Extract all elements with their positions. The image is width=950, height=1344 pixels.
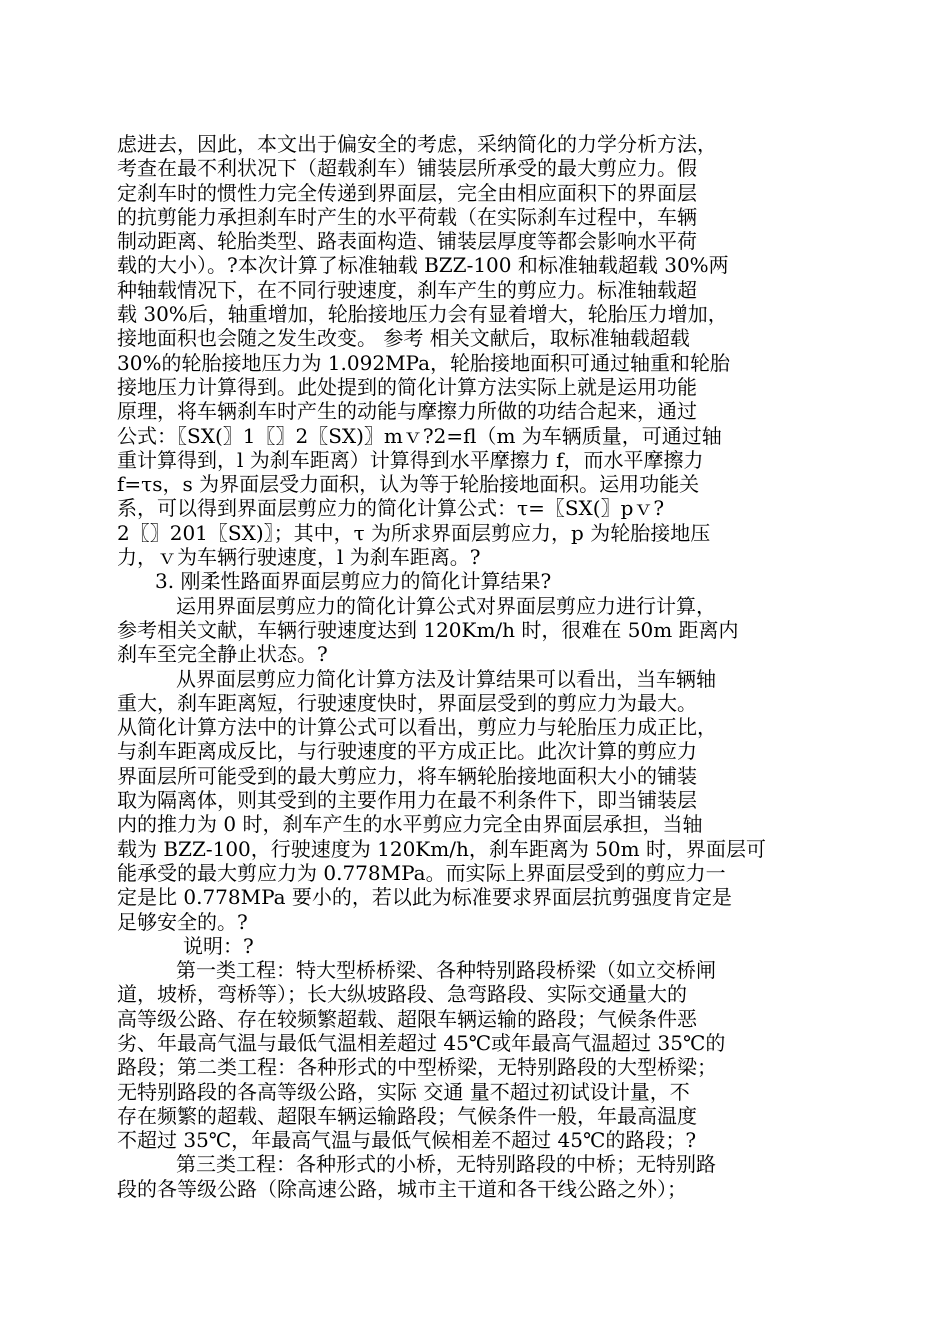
text-line: 重计算得到，l 为刹车距离）计算得到水平摩擦力 f，而水平摩擦力 bbox=[117, 447, 704, 472]
text-line: 从简化计算方法中的计算公式可以看出，剪应力与轮胎压力成正比， bbox=[117, 715, 717, 740]
text-line: 说明：? bbox=[183, 933, 254, 958]
text-line: 原理，将车辆刹车时产生的动能与摩擦力所做的功结合起来，通过 bbox=[117, 399, 697, 424]
text-line: 载为 BZZ-100，行驶速度为 120Km/h，刹车距离为 50m 时，界面层可 bbox=[117, 836, 766, 861]
text-line: 系，可以得到界面层剪应力的简化计算公式：τ=〖SX(〗pｖ? bbox=[117, 496, 665, 521]
text-line: 取为隔离体，则其受到的主要作用力在最不利条件下，即当铺装层 bbox=[117, 788, 697, 813]
text-line: 能承受的最大剪应力为 0.778MPa。而实际上界面层受到的剪应力一 bbox=[117, 860, 726, 885]
text-line: 的抗剪能力承担刹车时产生的水平荷载（在实际刹车过程中，车辆 bbox=[117, 204, 697, 229]
text-line: 定刹车时的惯性力完全传递到界面层，完全由相应面积下的界面层 bbox=[117, 180, 697, 205]
text-line: 从界面层剪应力简化计算方法及计算结果可以看出，当车辆轴 bbox=[176, 666, 716, 691]
text-line: 存在频繁的超载、超限车辆运输路段；气候条件一般，年最高温度 bbox=[117, 1103, 697, 1128]
text-line: 2〖〗201〖SX)〗；其中，τ 为所求界面层剪应力，p 为轮胎接地压 bbox=[117, 520, 711, 545]
text-line: 第三类工程：各种形式的小桥，无特别路段的中桥；无特别路 bbox=[176, 1152, 716, 1177]
text-line: 与刹车距离成反比，与行驶速度的平方成正比。此次计算的剪应力 bbox=[117, 739, 697, 764]
text-line: 公式：〖SX(〗1〖〗2〖SX)〗mｖ?2=fl（m 为车辆质量，可通过轴 bbox=[117, 423, 722, 448]
text-line: 足够安全的。? bbox=[117, 909, 248, 934]
text-line: 劣、年最高气温与最低气温相差超过 45℃或年最高气温超过 35℃的 bbox=[117, 1030, 726, 1055]
text-line: 载 30%后，轴重增加，轮胎接地压力会有显着增大，轮胎压力增加， bbox=[117, 302, 728, 327]
text-line: 第一类工程：特大型桥桥梁、各种特别路段桥梁（如立交桥闸 bbox=[176, 958, 716, 983]
text-line: 重大，刹车距离短，行驶速度快时，界面层受到的剪应力为最大。 bbox=[117, 690, 697, 715]
text-line: 参考相关文献，车辆行驶速度达到 120Km/h 时，很难在 50m 距离内 bbox=[117, 617, 739, 642]
text-line: 虑进去，因此，本文出于偏安全的考虑，采纳简化的力学分析方法， bbox=[117, 132, 717, 156]
text-line: 制动距离、轮胎类型、路表面构造、铺装层厚度等都会影响水平荷 bbox=[117, 229, 697, 254]
text-line: 接地面积也会随之发生改变。 参考 相关文献后，取标准轴载超载 bbox=[117, 326, 690, 351]
text-line: 不超过 35℃，年最高气温与最低气候相差不超过 45℃的路段；? bbox=[117, 1128, 697, 1153]
text-line: 道，坡桥，弯桥等）；长大纵坡路段、急弯路段、实际交通量大的 bbox=[117, 982, 687, 1007]
text-line: 无特别路段的各高等级公路，实际 交通 量不超过初试设计量，不 bbox=[117, 1079, 690, 1104]
text-line: 路段；第二类工程：各种形式的中型桥梁，无特别路段的大型桥梁； bbox=[117, 1055, 717, 1080]
body-text bbox=[0, 132, 950, 1201]
text-line: 定是比 0.778MPa 要小的，若以此为标准要求界面层抗剪强度肯定是 bbox=[117, 885, 732, 910]
text-line: 力，ｖ为车辆行驶速度，l 为刹车距离。? bbox=[117, 545, 481, 570]
text-line: 载的大小）。?本次计算了标准轴载 BZZ-100 和标准轴载超载 30%两 bbox=[117, 253, 729, 278]
text-line: 考查在最不利状况下（超载刹车）铺装层所承受的最大剪应力。假 bbox=[117, 156, 697, 181]
text-line: 内的推力为 0 时，刹车产生的水平剪应力完全由界面层承担，当轴 bbox=[117, 812, 703, 837]
text-line: 段的各等级公路（除高速公路，城市主干道和各干线公路之外）； bbox=[117, 1176, 687, 1201]
text-line: 刹车至完全静止状态。? bbox=[117, 642, 328, 667]
text-line: 高等级公路、存在较频繁超载、超限车辆运输的路段；气候条件恶 bbox=[117, 1006, 697, 1031]
text-line: f=τs，s 为界面层受力面积，认为等于轮胎接地面积。运用功能关 bbox=[117, 472, 700, 497]
text-line: 接地压力计算得到。此处提到的简化计算方法实际上就是运用功能 bbox=[117, 374, 697, 399]
text-line: 3. 刚柔性路面界面层剪应力的简化计算结果? bbox=[155, 569, 552, 594]
text-line: 30%的轮胎接地压力为 1.092MPa，轮胎接地面积可通过轴重和轮胎 bbox=[117, 350, 731, 375]
text-line: 运用界面层剪应力的简化计算公式对界面层剪应力进行计算， bbox=[176, 593, 716, 618]
text-line: 界面层所可能受到的最大剪应力，将车辆轮胎接地面积大小的铺装 bbox=[117, 763, 697, 788]
text-line: 种轴载情况下，在不同行驶速度，刹车产生的剪应力。标准轴载超 bbox=[117, 277, 697, 302]
